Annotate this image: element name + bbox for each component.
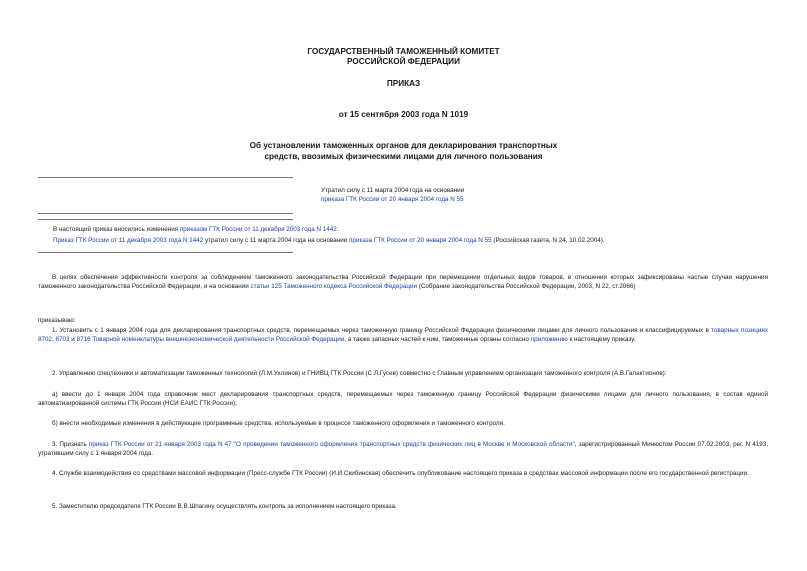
divider — [38, 177, 293, 178]
tariff-heading-link[interactable]: 8703 — [55, 336, 70, 343]
item-3 — [38, 440, 768, 458]
preamble-text: В целях обеспечения эффективности контроля за соблюдением таможенного законодательства Российской Федерации при перемещении отдельных видов товаров, в отношении которых зафиксированы частые случаи нарушения таможенного законодательства Российской Федерации, и на основании — [38, 274, 768, 290]
divider — [38, 252, 293, 253]
repealed-order-link[interactable]: приказ ГТК России от 21 января 2003 года N 47 "О проведении таможенного оформления транспортных средств физических лиц в Москве и Московской области" — [88, 441, 575, 448]
item-4: 4. Службе взаимодействия со средствами массовой информации (Пресс-службе ГТК России) (И.И.Скибинская) обеспечить опубликование настоящего приказа в средствах массовой информации после его государственной регистрации. — [52, 470, 749, 477]
changes-note-link[interactable]: Приказ ГТК России от 11 декабря 2003 года N 1442 — [53, 237, 204, 244]
issuing-authority — [0, 47, 807, 67]
changes-note — [53, 224, 605, 246]
status-note — [321, 186, 464, 204]
changes-note-text: В настоящий приказ вносились изменения — [53, 226, 180, 233]
item-2b: б) внести необходимые изменения в действующие программные средства, используемые в процессе таможенного оформления и таможенного контроля. — [52, 420, 505, 427]
title-line-1: Об установлении таможенных органов для декларирования транспортных — [249, 141, 558, 150]
document-date: от 15 сентября 2003 года N 1019 — [338, 110, 469, 119]
item-2a: а) ввести до 1 января 2004 года справочник мест декларирования транспортных средств, перемещаемых через таможенную границу Российской Федерации физическими лицами для личного пользования, в состав единой автоматизированной системы ГТК России (НСИ ЕАИС ГТК России); — [38, 391, 768, 407]
preamble-text: (Собрание законодательства Российской Федерации, 2003, N 22, ст.2066) — [417, 283, 636, 290]
status-note-text: Утратил силу с 11 марта 2004 года на основании — [321, 187, 465, 194]
item-1-text: 1. Установить с 1 января 2004 года для декларирования транспортных средств, перемещаемых через таможенную границу Российской Федерации физическими лицами для личного пользования и классифицируемых в — [52, 327, 712, 334]
title-line-2: средств, ввозимых физическими лицами для личного пользования — [264, 152, 543, 161]
item-5: 5. Заместителю председателя ГТК России В.В.Шпагину осуществлять контроль за исполнением настоящего приказа. — [52, 503, 397, 510]
tariff-heading-link[interactable]: товарных позициях 8702 — [38, 327, 768, 343]
item-1-text: и — [69, 336, 77, 343]
authority-line-1: ГОСУДАРСТВЕННЫЙ ТАМОЖЕННЫЙ КОМИТЕТ — [307, 47, 500, 56]
item-1 — [38, 326, 768, 344]
changes-note-text: (Российская газета, N 24, 10.02.2004). — [491, 237, 605, 244]
preamble — [38, 273, 768, 291]
item-2: 2. Управлению спецтехники и автоматизации таможенных технологий (Л.М.Ухлинов) и ГНИВЦ ГТК России (С.Л.Гусев) совместно с Главным управлением организации таможенного контроля (А.В.Галактионов): — [52, 370, 667, 377]
customs-code-link[interactable]: статьи 125 Таможенного кодекса Российской Федерации — [250, 283, 417, 290]
item-3-text: 3. Признать — [52, 441, 89, 448]
item-1-text: к настоящему приказу. — [567, 336, 636, 343]
changes-note-text: . — [336, 226, 339, 233]
document-type: ПРИКАЗ — [386, 79, 421, 88]
item-1-text: , а также запасных частей к ним, таможенные органы согласно — [344, 336, 531, 343]
changes-note-link[interactable]: приказом ГТК России от 11 декабря 2003 года N 1442 — [179, 226, 337, 233]
status-note-link[interactable]: приказа ГТК России от 20 января 2004 года N 55 — [321, 196, 464, 203]
divider — [38, 219, 293, 220]
item-1-text: , — [52, 336, 56, 343]
item-3-text: , зарегистрированный Минюстом России 07.02.2003, рег. N 4193, утратившим силу с 1 января 2004 года. — [38, 441, 768, 457]
order-heading: приказываю: — [38, 317, 76, 324]
authority-line-2: РОССИЙСКОЙ ФЕДЕРАЦИИ — [347, 57, 460, 66]
changes-note-link[interactable]: приказа ГТК России от 20 января 2004 года N 55 — [349, 237, 492, 244]
appendix-link[interactable]: приложению — [530, 336, 568, 343]
divider — [38, 213, 293, 214]
document-title — [0, 140, 807, 162]
changes-note-text: утратил силу с 11 марта 2004 года на основании — [203, 237, 350, 244]
tariff-heading-link[interactable]: 8716 Товарной номенклатуры внешнеэкономической деятельности Российской Федерации — [76, 336, 345, 343]
